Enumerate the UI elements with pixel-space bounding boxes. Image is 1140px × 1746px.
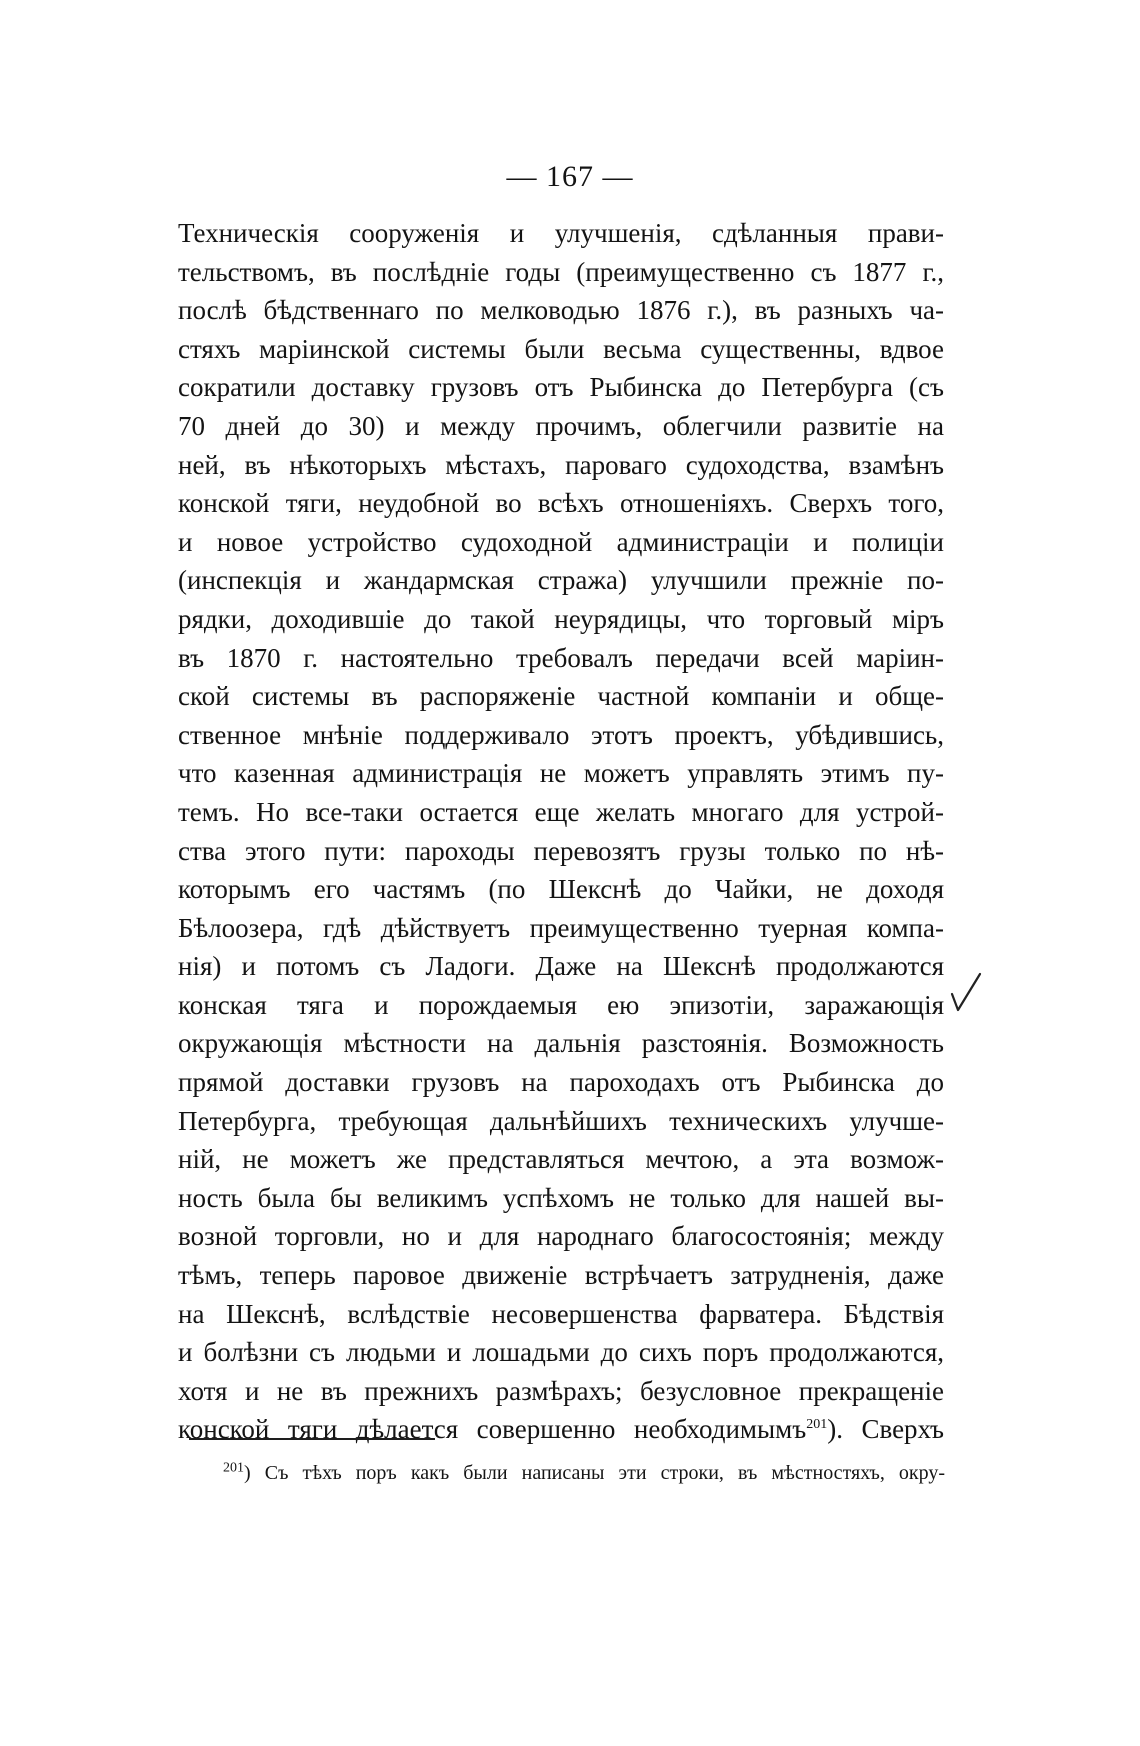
text-line: Бѣлоозера, гдѣ дѣйствуетъ преимущественно туерная компа-: [178, 912, 944, 943]
main-text: [178, 214, 944, 1449]
text-line: Техническія сооруженія и улучшенія, сдѣланныя прави-: [178, 218, 944, 248]
text-line: возной торговли, но и для народнаго благосостоянія; между: [178, 1221, 944, 1252]
text-line: въ 1870 г. настоятельно требовалъ передачи всей маріин-: [178, 642, 944, 673]
footnote-reference[interactable]: 201: [806, 1417, 828, 1433]
text-line: и новое устройство судоходной администраціи и полиціи: [178, 526, 944, 557]
text-line: ской системы въ распоряженіе частной компаніи и обще-: [178, 681, 944, 712]
text-line: ственное мнѣніе поддерживало этотъ проектъ, убѣдившись,: [178, 719, 944, 750]
text-line: 70 дней до 30) и между прочимъ, облегчили развитіе на: [178, 410, 944, 441]
text-line: хотя и не въ прежнихъ размѣрахъ; безусловное прекращеніе: [178, 1375, 944, 1406]
text-line: что казенная администрація не можетъ управлять этимъ пу-: [178, 758, 944, 789]
text-line-last: [178, 1410, 944, 1449]
text-line: сократили доставку грузовъ отъ Рыбинска до Петербурга (съ: [178, 372, 944, 403]
text-line: рядки, доходившіе до такой неурядицы, что торговый міръ: [178, 603, 944, 634]
text-line: ней, въ нѣкоторыхъ мѣстахъ, пароваго судоходства, взамѣнъ: [178, 449, 944, 480]
text-line: конская тяга и порождаемыя ею эпизотіи, заражающія: [178, 989, 944, 1020]
text-line: и болѣзни съ людьми и лошадьми до сихъ поръ продолжаются,: [178, 1337, 944, 1368]
text-line: ность была бы великимъ успѣхомъ не только для нашей вы-: [178, 1182, 944, 1213]
text-line: конской тяги, неудобной во всѣхъ отношеніяхъ. Сверхъ того,: [178, 488, 944, 519]
text-line: стяхъ маріинской системы были весьма существенны, вдвое: [178, 333, 944, 364]
text-line: тѣмъ, теперь паровое движеніе встрѣчаетъ затрудненія, даже: [178, 1260, 944, 1291]
page-number: — 167 —: [506, 160, 634, 193]
text-line: на Шекснѣ, вслѣдствіе несовершенства фарватера. Бѣдствія: [178, 1298, 944, 1329]
text-line: тельствомъ, въ послѣдніе годы (преимущественно съ 1877 г.,: [178, 256, 944, 287]
footnote-marker: 201: [223, 1460, 244, 1476]
last-line-end: ). Сверхъ: [827, 1414, 944, 1445]
footnote-text: ) Съ тѣхъ поръ какъ были написаны эти строки, въ мѣстностяхъ, окру-: [244, 1462, 945, 1484]
text-line: (инспекція и жандармская стража) улучшили прежніе по-: [178, 565, 944, 596]
text-line: Петербурга, требующая дальнѣйшихъ техническихъ улучше-: [178, 1105, 944, 1136]
text-line: ній, не можетъ же представляться мечтою, а эта возмож-: [178, 1144, 944, 1175]
text-line: которымъ его частямъ (по Шекснѣ до Чайки, не доходя: [178, 874, 944, 905]
footnote-divider: [189, 1438, 435, 1440]
text-line: темъ. Но все-таки остается еще желать многаго для устрой-: [178, 796, 944, 827]
last-line-text: конской тяги дѣлается совершенно необходимымъ: [178, 1414, 807, 1445]
text-line: окружающія мѣстности на дальнія разстоянія. Возможность: [178, 1028, 944, 1059]
text-line: прямой доставки грузовъ на пароходахъ отъ Рыбинска до: [178, 1067, 944, 1098]
text-line: ства этого пути: пароходы перевозятъ грузы только по нѣ-: [178, 835, 944, 866]
text-line: нія) и потомъ съ Ладоги. Даже на Шекснѣ продолжаются: [178, 951, 944, 982]
text-line: послѣ бѣдственнаго по мелководью 1876 г.), въ разныхъ ча-: [178, 295, 944, 326]
footnote: [223, 1458, 945, 1488]
handwritten-checkmark-icon: [948, 970, 984, 1016]
